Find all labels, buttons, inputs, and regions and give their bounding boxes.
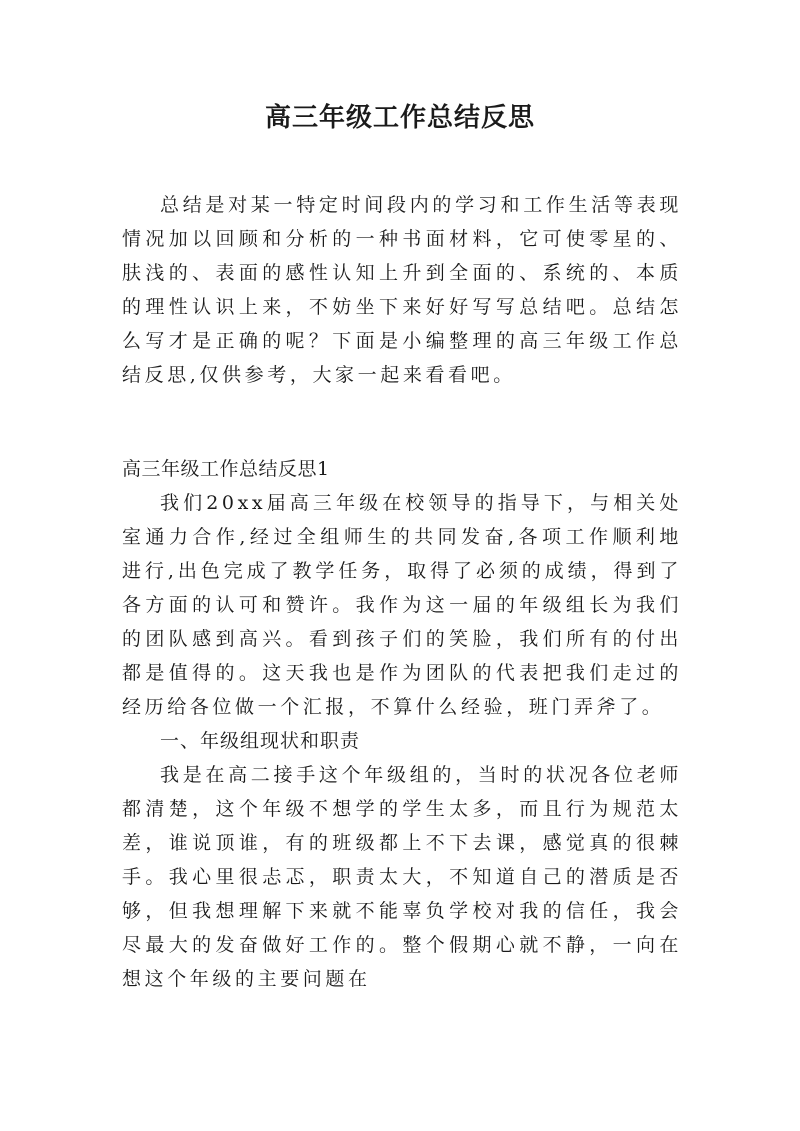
subheading-1: 一、年级组现状和职责 (160, 730, 361, 752)
intro-section (122, 188, 682, 392)
body-paragraph-2: 我是在高二接手这个年级组的，当时的状况各位老师都清楚，这个年级不想学的学生太多，而且行为规范太差，谁说顶谁，有的班级都上不下去课，感觉真的很棘手。我心里很忐忑，职责太大，不知道自己的潜质是否够，但我想理解下来就不能辜负学校对我的信任，我会尽最大的发奋做好工作的。整个假期心就不静，一向在想这个年级的主要问题在 (122, 764, 682, 990)
section-title: 高三年级工作总结反思1 (122, 458, 330, 480)
intro-paragraph: 总结是对某一特定时间段内的学习和工作生活等表现情况加以回顾和分析的一种书面材料，它可使零星的、肤浅的、表面的感性认知上升到全面的、系统的、本质的理性认识上来，不妨坐下来好好写写总结吧。总结怎么写才是正确的呢？下面是小编整理的高三年级工作总结反思,仅供参考，大家一起来看看吧。 (122, 194, 682, 386)
body-paragraph-1: 我们20xx届高三年级在校领导的指导下，与相关处室通力合作,经过全组师生的共同发奋,各项工作顺利地进行,出色完成了教学任务，取得了必须的成绩，得到了各方面的认可和赞许。我作为这一届的年级组长为我们的团队感到高兴。看到孩子们的笑脸，我们所有的付出都是值得的。这天我也是作为团队的代表把我们走过的经历给各位做一个汇报，不算什么经验，班门弄斧了。 (122, 492, 682, 718)
document-title: 高三年级工作总结反思 (264, 103, 535, 133)
body-section (122, 452, 682, 996)
